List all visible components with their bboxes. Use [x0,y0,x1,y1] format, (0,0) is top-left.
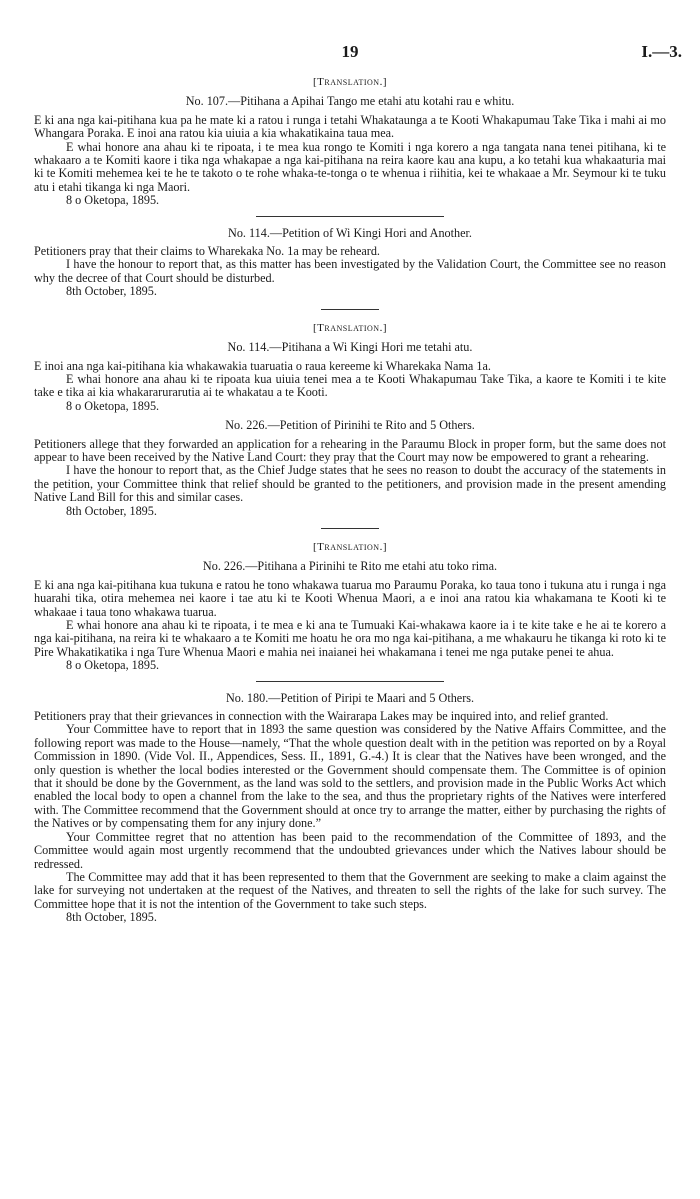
report-date: 8 o Oketopa, 1895. [66,658,160,673]
report-date: 8 o Oketopa, 1895. [66,398,160,413]
translation-label: [Translation.] [312,76,388,88]
report-date: 8th October, 1895. [66,910,157,925]
petition-prayer: E ki ana nga kai-pitihana kua tukuna e ratou he tono whakawa tuarua mo Paraumu Poraka, ko taua tono i tukuna atu i runga i nga huarahi tika, otira mehemea nei kaore i tae atu ki te Kooti Whenua Maori, a e inoi ana ratou kia whakamana te Kooti ki te whakaae i taua tono whakawa tuarua. [34,577,666,619]
petition-title: No. 226.—Pitihana a Pirinihi te Rito me etahi atu toko rima. [202,559,498,574]
petition-title: No. 226.—Petition of Pirinihi te Rito and 5 Others. [225,418,475,433]
section-divider [321,309,379,310]
petition-title: No. 180.—Petition of Piripi te Maari and 5 Others. [225,690,475,705]
section-divider [256,681,444,682]
report-date: 8 o Oketopa, 1895. [66,193,160,208]
petition-prayer: Petitioners pray that their claims to Wharekaka No. 1a may be reheard. [34,244,380,259]
report-date: 8th October, 1895. [66,503,157,518]
committee-report: Your Committee have to report that in 1893 the same question was considered by the Native Affairs Committee, and the following report was made to the House—namely, “That the whole question dealt with in the petition was reported on by a Royal Commission in 1890. (Vide Vol. II., Appendices, Sess. II., 1891, G.-4.) It is clear that the Natives have been wronged, and the only question is whether the local bodies interested or the Government should compensate them. The Committee is of opinion that it should be done by the Government, as the land was sold to the settlers, and provision made in the Public Works Act which enabled the local body to open a channel from the lake to the sea, and thus the proprietary rights of the Natives were interfered with. The Committee recommend that the Government should at once try to arrange the matter, either by purchasing the rights of the Natives or by compensating them for any injury done.” [34,722,666,831]
section-petition-226-translation [34,541,666,673]
petition-title: No. 114.—Pitihana a Wi Kingi Hori me tetahi atu. [227,340,473,355]
committee-report: E whai honore ana ahau ki te ripoata kua uiuia tenei mea a te Kooti Whakapumau Take Tika, a kaore te Komiti i te kite take e tika ai kia whakararurarutia ai te whakatau a te Kooti. [34,371,666,400]
translation-label: [Translation.] [312,321,388,334]
petition-title: No. 107.—Pitihana a Apihai Tango me etahi atu kotahi rau e whitu. [185,94,515,109]
committee-regret: Your Committee regret that no attention has been paid to the recommendation of the Committee of 1893, and the Committee would again most urgently recommend that the undoubted grievances under which the Natives labour should be redressed. [34,829,666,871]
committee-report: E whai honore ana ahau ki te ripoata, i te mea kua rongo te Komiti i nga korero a nga tangata nana tenei pitihana, ki te whakaaro a te Komiti kaore i tika nga whakapae a nga kai-pitihana na reira kaore kau ana kupu, a ko tetahi kua whakaaturia mai ki te Komiti mehemea kei te he te takoto o te rohe whaka-te-tonga o te whenua i riihitia, kei te whakaae a Mr. Seymour ki te tuku atu i etahi tikanga ki nga Maori. [34,139,666,194]
section-petition-180 [34,692,666,925]
committee-addendum: The Committee may add that it has been represented to them that the Government are seeking to make a claim against the lake for surveying not undertaken at the request of the Natives, and threaten to sell the rights of the lake for such survey. The Committee hope that it is not the intention of the Government to take such steps. [34,869,666,911]
translation-label: [Translation.] [312,540,388,553]
section-divider [321,528,379,529]
petition-prayer: E ki ana nga kai-pitihana kua pa he mate ki a ratou i runga i tetahi Whakataunga a te Kooti Whakapumau Take Tika i mahi ai mo Whangara Poraka. E inoi ana ratou kia uiuia a kia whakatikaina taua mea. [34,112,666,141]
petition-prayer: Petitioners pray that their grievances in connection with the Wairarapa Lakes may be inquired into, and relief granted. [34,709,609,724]
section-divider [256,216,444,217]
petition-title: No. 114.—Petition of Wi Kingi Hori and Another. [228,225,472,240]
petition-prayer: E inoi ana nga kai-pitihana kia whakawakia tuaruatia o raua kereeme ki Wharekaka Nama 1a. [34,358,491,373]
document-body [34,76,666,925]
petition-prayer: Petitioners allege that they forwarded an application for a rehearing in the Paraumu Block in proper form, but the same does not appear to have been received by the Native Land Court: they pray that the Court may now be empowered to grant a rehearing. [34,436,666,464]
section-petition-114 [34,227,666,299]
committee-report: I have the honour to report that, as the Chief Judge states that he sees no reason to doubt the accuracy of the statements in the petition, your Committee think that relief should be granted to the petitioners, and provision made in the present amending Native Land Bill for this and similar cases. [34,463,666,505]
report-date: 8th October, 1895. [66,284,157,299]
section-petition-114-translation [34,322,666,413]
committee-report: E whai honore ana ahau ki te ripoata, i te mea e ki ana te Tumuaki Kai-whakawa kaore ia i te kite take e he ai te korero a nga kai-pitihana, na reira ki te whakaaro a te Komiti me hoatu he ora mo nga kai-pitihana, a me whakauru he tikanga ki roto ki te Pire Whakatikatika i nga Ture Whenua Maori e mahia nei inaianei hei whakamana i tenei me nga putake penei te ahua. [34,618,666,659]
section-petition-107-translation [34,76,666,208]
document-reference: I.—3. [641,42,682,61]
committee-report: I have the honour to report that, as this matter has been investigated by the Validation Court, the Committee see no reason why the decree of that Court should be disturbed. [34,257,666,285]
section-petition-226 [34,419,666,518]
page-number: 19 [341,42,359,61]
